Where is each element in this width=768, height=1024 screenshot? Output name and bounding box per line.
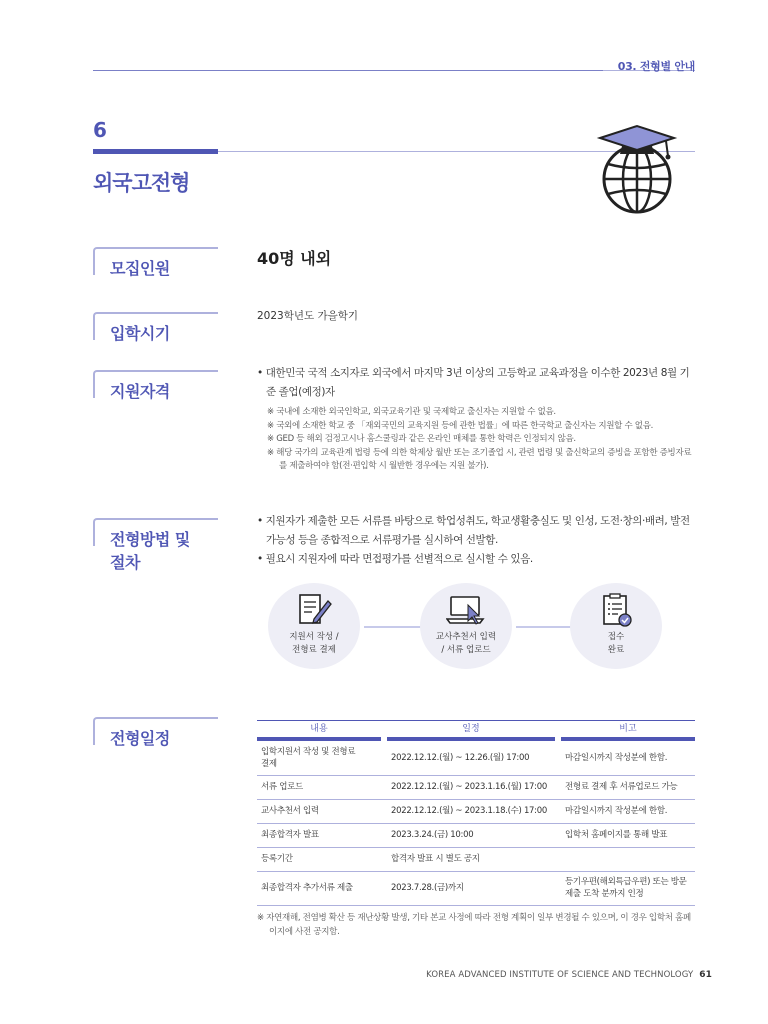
procedure-step-label: 접수 완료 [607,632,625,655]
table-row [257,871,695,905]
document-pen-icon [294,593,334,627]
table-cell: 전형료 결제 후 서류업로드 가능 [555,775,695,799]
eligibility-note: ※ GED 등 해외 검정고시나 홈스쿨링과 같은 온라인 매체를 통한 학력은 인정되지 않음. [267,434,576,444]
footer-institution: KOREA ADVANCED INSTITUTE OF SCIENCE AND TECHNOLOGY [426,970,694,980]
table-cell: 최종합격자 추가서류 제출 [257,871,381,905]
term-value: 2023학년도 가을학기 [257,310,359,322]
eligibility-label: 지원자격 [110,382,170,401]
table-row [257,823,695,847]
eligibility-note: ※ 해당 국가의 교육관계 법령 등에 의한 학제상 월반 또는 조기졸업 시, 관련 법령 및 출신학교의 증빙을 포함한 증빙자료를 제출하여야 함(전·편입학 시 월반한 경우에는 지원 불가). [267,447,692,471]
laptop-cursor-icon [446,593,486,627]
table-cell: 2022.12.12.(월) ~ 12.26.(월) 17:00 [381,741,555,775]
table-cell: 2023.7.28.(금)까지 [381,871,555,905]
term-label-block [93,312,218,345]
procedure-step [420,583,512,669]
quota-label: 모집인원 [110,259,170,278]
term-label: 입학시기 [110,324,170,343]
method-bullet: • 지원자가 제출한 모든 서류를 바탕으로 학업성취도, 학교생활충실도 및 인성, 도전·창의·배려, 발전가능성 등을 종합적으로 서류평가를 실시하여 선발함. [257,515,690,546]
table-cell: 서류 업로드 [257,775,381,799]
eligibility-note: ※ 국외에 소재한 학교 중 「재외국민의 교육지원 등에 관한 법률」에 따른 한국학교 출신자는 지원할 수 없음. [267,420,654,431]
schedule-footnote: ※ 자연재해, 전염병 확산 등 재난상황 발생, 기타 본교 사정에 따라 전형 계획이 일부 변경될 수 있으며, 이 경우 입학처 홈페이지에 사전 공지함. [257,913,691,937]
table-cell: 입학처 홈페이지를 통해 발표 [555,823,695,847]
procedure-step-label: 교사추천서 입력 / 서류 업로드 [435,632,497,655]
table-cell: 2022.12.12.(월) ~ 2023.1.16.(월) 17:00 [381,775,555,799]
section-title: 외국고전형 [93,171,190,195]
section-tag: 03. 전형별 안내 [617,60,695,73]
procedure-step-label: 지원서 작성 / 전형료 결제 [289,632,339,655]
table-header-cell: 일정 [381,721,555,742]
quota-label-block [93,247,218,280]
table-cell: 2022.12.12.(월) ~ 2023.1.18.(수) 17:00 [381,799,555,823]
checklist-complete-icon [596,593,636,627]
schedule-table [257,720,695,906]
table-row [257,741,695,775]
table-header-cell: 비고 [555,721,695,742]
schedule-label-block [93,717,218,750]
eligibility-bullet: • 대한민국 국적 소지자로 외국에서 마지막 3년 이상의 고등학교 교육과정을 이수한 2023년 8월 기준 졸업(예정)자 [257,367,690,398]
table-cell: 등록기간 [257,847,381,871]
procedure-flow [268,583,666,669]
table-header-row [257,721,695,742]
table-cell: 최종합격자 발표 [257,823,381,847]
table-header-cell: 내용 [257,721,381,742]
page-footer [426,970,712,980]
schedule-label: 전형일정 [110,729,170,748]
method-bullet: • 필요시 지원자에 따라 면접평가를 선별적으로 실시할 수 있음. [257,553,533,565]
quota-value: 40명 내외 [257,249,332,268]
table-row [257,799,695,823]
table-cell: 마감일시까지 작성분에 한함. [555,799,695,823]
page-number: 61 [699,970,712,980]
table-cell: 마감일시까지 작성분에 한함. [555,741,695,775]
table-cell [555,847,695,871]
procedure-step [268,583,360,669]
method-label-block [93,518,218,574]
table-cell: 합격자 발표 시 별도 공지 [381,847,555,871]
table-row [257,775,695,799]
table-cell: 등기우편(해외특급우편) 또는 방문 제출 도착 분까지 인정 [555,871,695,905]
table-cell: 입학지원서 작성 및 전형료 결제 [257,741,381,775]
method-label: 전형방법 및 절차 [110,530,190,573]
table-cell: 2023.3.24.(금) 10:00 [381,823,555,847]
section-bar [93,149,218,154]
procedure-step [570,583,662,669]
eligibility-note: ※ 국내에 소재한 외국인학교, 외국교육기관 및 국제학교 출신자는 지원할 수 없음. [267,407,556,417]
table-cell: 교사추천서 입력 [257,799,381,823]
header-rule [93,70,603,71]
table-row [257,847,695,871]
section-number: 6 [93,118,107,142]
graduation-globe-icon [592,124,682,219]
eligibility-label-block [93,370,218,403]
